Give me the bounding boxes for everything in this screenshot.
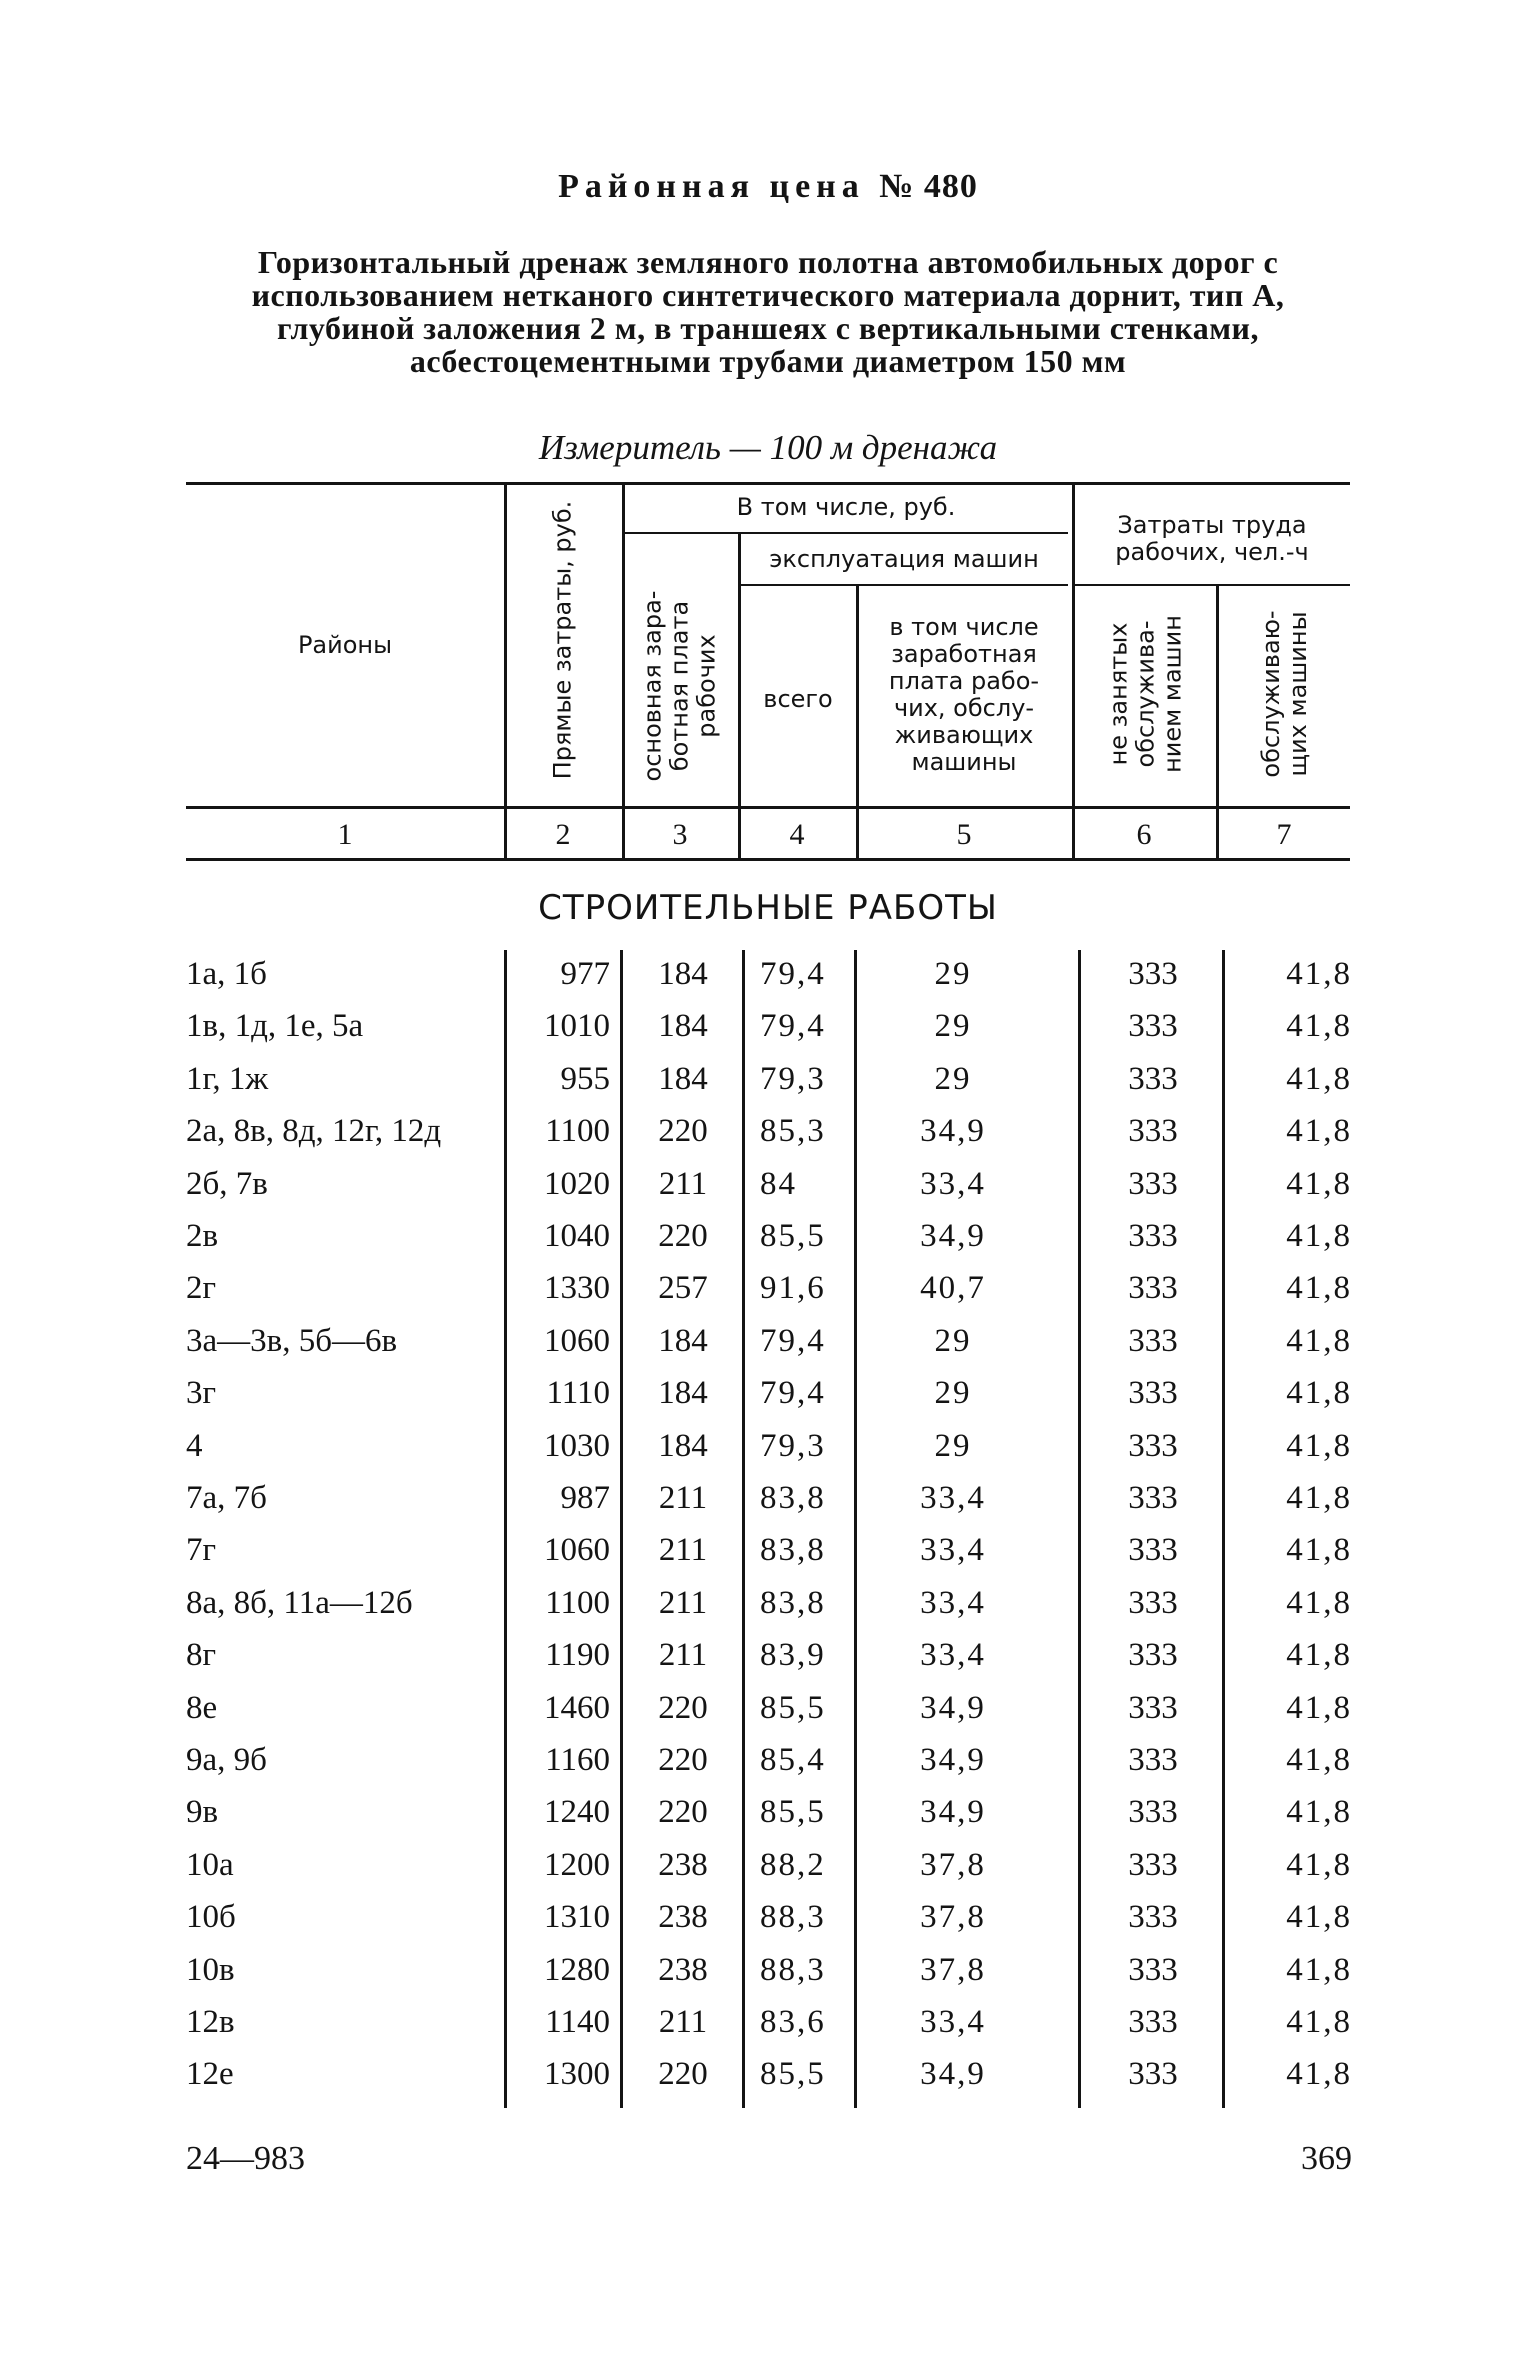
cell-labor-machine: 41,8: [1286, 1060, 1352, 1097]
cell-base-wage: 184: [658, 1008, 708, 1045]
cell-direct-costs: 1310: [544, 1899, 610, 1936]
cell-direct-costs: 1240: [544, 1794, 610, 1831]
table-row: [0, 1262, 1536, 1314]
header-rule-machine: [738, 584, 1068, 586]
cell-labor-not-machine: 333: [1128, 1218, 1178, 1254]
cell-labor-machine: 41,8: [1286, 1584, 1352, 1621]
cell-machine-wage: 29: [934, 1427, 972, 1464]
cell-base-wage: 238: [658, 1846, 708, 1883]
header-bottom-rule: [186, 806, 1350, 809]
cell-base-wage: 238: [658, 1951, 708, 1988]
cell-base-wage: 220: [658, 1794, 708, 1831]
column-number-7: 7: [1276, 818, 1292, 851]
cell-direct-costs: 955: [560, 1060, 610, 1097]
column-number-3: 3: [672, 818, 688, 851]
cell-labor-not-machine: 333: [1128, 1689, 1178, 1726]
cell-machine-wage: 34,9: [920, 1794, 986, 1831]
header-divider-2: [622, 484, 625, 858]
cell-labor-not-machine: 333: [1128, 1532, 1178, 1569]
cell-direct-costs: 1040: [544, 1218, 610, 1254]
cell-base-wage: 184: [658, 1375, 708, 1412]
cell-labor-machine: 41,8: [1286, 1899, 1352, 1936]
cell-region: 9а, 9б: [186, 1742, 267, 1778]
cell-machine-total: 83,8: [760, 1532, 826, 1569]
cell-machine-wage: 33,4: [920, 1480, 986, 1516]
header-rule-labor: [1072, 584, 1350, 586]
column-number-1: 1: [337, 818, 353, 851]
cell-machine-wage: 29: [934, 956, 972, 992]
cell-direct-costs: 1300: [544, 2056, 610, 2093]
cell-labor-not-machine: 333: [1128, 1742, 1178, 1778]
cell-region: 10в: [186, 1951, 235, 1988]
cell-region: 3а—3в, 5б—6в: [186, 1322, 398, 1359]
cell-labor-not-machine: 333: [1128, 1794, 1178, 1831]
header-machine: обслуживаю- щих машины: [1257, 610, 1312, 778]
cell-labor-not-machine: 333: [1128, 1480, 1178, 1516]
cell-labor-not-machine: 333: [1128, 1899, 1178, 1936]
cell-machine-wage: 33,4: [920, 1165, 986, 1202]
cell-direct-costs: 977: [560, 956, 610, 992]
cell-labor-machine: 41,8: [1286, 1322, 1352, 1359]
cell-machine-total: 88,3: [760, 1951, 826, 1988]
section-title: СТРОИТЕЛЬНЫЕ РАБОТЫ: [538, 888, 998, 928]
cell-region: 2б, 7в: [186, 1165, 268, 1202]
cell-labor-machine: 41,8: [1286, 1270, 1352, 1307]
cell-base-wage: 211: [658, 1532, 708, 1569]
header-not-machine: не занятых обслужива- нием машин: [1104, 615, 1187, 773]
cell-machine-wage: 34,9: [920, 1113, 986, 1150]
cell-region: 1а, 1б: [186, 956, 267, 992]
cell-labor-not-machine: 333: [1128, 1008, 1178, 1045]
cell-base-wage: 211: [658, 1480, 708, 1516]
cell-base-wage: 184: [658, 1322, 708, 1359]
cell-labor-not-machine: 333: [1128, 1375, 1178, 1412]
cell-region: 2в: [186, 1218, 219, 1254]
title-number: № 480: [879, 168, 978, 205]
cell-direct-costs: 1140: [545, 2004, 610, 2040]
cell-machine-total: 85,3: [760, 1113, 826, 1150]
table-row: [0, 1682, 1536, 1734]
cell-machine-wage: 29: [934, 1060, 972, 1097]
table-row: [0, 1367, 1536, 1419]
cell-base-wage: 238: [658, 1899, 708, 1936]
table-row: [0, 1210, 1536, 1262]
cell-labor-machine: 41,8: [1286, 1165, 1352, 1202]
cell-machine-wage: 37,8: [920, 1951, 986, 1988]
cell-machine-total: 85,5: [760, 2056, 826, 2093]
cell-machine-total: 83,6: [760, 2004, 826, 2040]
cell-region: 10б: [186, 1899, 236, 1936]
cell-direct-costs: 1060: [544, 1532, 610, 1569]
cell-machine-total: 83,8: [760, 1584, 826, 1621]
cell-machine-total: 79,4: [760, 1322, 826, 1359]
cell-machine-total: 83,9: [760, 1637, 826, 1674]
cell-machine-total: 79,4: [760, 956, 826, 992]
cell-labor-not-machine: 333: [1128, 2056, 1178, 2093]
table-row: [0, 1315, 1536, 1367]
cell-machine-total: 79,4: [760, 1008, 826, 1045]
cell-labor-machine: 41,8: [1286, 1637, 1352, 1674]
title-prefix: Районная цена: [558, 168, 865, 205]
header-incl-wage: в том числе заработная плата рабо- чих, обслу- живающих машины: [888, 613, 1040, 776]
header-machine-operation: эксплуатация машин: [769, 545, 1039, 573]
cell-labor-machine: 41,8: [1286, 2004, 1352, 2040]
cell-direct-costs: 1460: [544, 1689, 610, 1726]
cell-direct-costs: 987: [560, 1480, 610, 1516]
cell-labor-machine: 41,8: [1286, 1951, 1352, 1988]
colnum-bottom-rule: [186, 858, 1350, 861]
cell-machine-wage: 29: [934, 1375, 972, 1412]
table-top-rule: [186, 482, 1350, 485]
cell-base-wage: 184: [658, 956, 708, 992]
header-rule-including: [624, 532, 1068, 534]
cell-labor-not-machine: 333: [1128, 2004, 1178, 2040]
cell-direct-costs: 1190: [545, 1637, 610, 1674]
header-divider-1: [504, 484, 507, 858]
table-row: [0, 1891, 1536, 1943]
table-row: [0, 1472, 1536, 1524]
cell-direct-costs: 1030: [544, 1427, 610, 1464]
page-number: 369: [1301, 2140, 1352, 2177]
cell-machine-wage: 37,8: [920, 1899, 986, 1936]
cell-base-wage: 220: [658, 1742, 708, 1778]
cell-machine-wage: 34,9: [920, 1218, 986, 1254]
header-total: всего: [763, 685, 833, 713]
column-number-2: 2: [555, 818, 571, 851]
cell-labor-not-machine: 333: [1128, 1165, 1178, 1202]
cell-machine-total: 85,5: [760, 1218, 826, 1254]
cell-machine-total: 88,2: [760, 1846, 826, 1883]
cell-base-wage: 257: [658, 1270, 708, 1307]
cell-machine-total: 91,6: [760, 1270, 826, 1307]
column-number-4: 4: [789, 818, 805, 851]
cell-direct-costs: 1330: [544, 1270, 610, 1307]
cell-direct-costs: 1100: [545, 1113, 610, 1150]
cell-labor-machine: 41,8: [1286, 1113, 1352, 1150]
cell-labor-not-machine: 333: [1128, 956, 1178, 992]
cell-base-wage: 220: [658, 1689, 708, 1726]
cell-labor-machine: 41,8: [1286, 1427, 1352, 1464]
cell-machine-wage: 37,8: [920, 1846, 986, 1883]
table-row: [0, 1944, 1536, 1996]
cell-machine-total: 84: [760, 1165, 797, 1202]
cell-machine-total: 85,5: [760, 1794, 826, 1831]
cell-labor-machine: 41,8: [1286, 1375, 1352, 1412]
cell-region: 1г, 1ж: [186, 1060, 269, 1097]
cell-machine-wage: 34,9: [920, 2056, 986, 2093]
cell-machine-wage: 29: [934, 1322, 972, 1359]
cell-direct-costs: 1200: [544, 1846, 610, 1883]
cell-machine-total: 88,3: [760, 1899, 826, 1936]
cell-labor-machine: 41,8: [1286, 1689, 1352, 1726]
cell-machine-wage: 33,4: [920, 2004, 986, 2040]
cell-labor-not-machine: 333: [1128, 1270, 1178, 1307]
cell-region: 8а, 8б, 11а—12б: [186, 1584, 413, 1621]
cell-labor-not-machine: 333: [1128, 1322, 1178, 1359]
cell-labor-machine: 41,8: [1286, 1480, 1352, 1516]
cell-machine-total: 83,8: [760, 1480, 826, 1516]
table-row: [0, 1734, 1536, 1786]
table-row: [0, 1000, 1536, 1052]
cell-direct-costs: 1100: [545, 1584, 610, 1621]
cell-machine-wage: 33,4: [920, 1532, 986, 1569]
cell-machine-wage: 29: [934, 1008, 972, 1045]
cell-region: 2г: [186, 1270, 217, 1307]
cell-region: 2а, 8в, 8д, 12г, 12д: [186, 1113, 442, 1150]
cell-region: 4: [186, 1427, 203, 1464]
cell-direct-costs: 1160: [545, 1742, 610, 1778]
table-row: [0, 1053, 1536, 1105]
table-row: [0, 1577, 1536, 1629]
cell-machine-wage: 34,9: [920, 1689, 986, 1726]
cell-labor-machine: 41,8: [1286, 1218, 1352, 1254]
cell-base-wage: 220: [658, 1218, 708, 1254]
cell-machine-wage: 40,7: [920, 1270, 986, 1307]
cell-labor-not-machine: 333: [1128, 1427, 1178, 1464]
cell-direct-costs: 1110: [546, 1375, 610, 1412]
cell-base-wage: 220: [658, 1113, 708, 1150]
cell-base-wage: 220: [658, 2056, 708, 2093]
cell-labor-machine: 41,8: [1286, 1846, 1352, 1883]
header-base-wage: основная зара- ботная плата рабочих: [638, 590, 721, 782]
cell-region: 3г: [186, 1375, 217, 1412]
table-row: [0, 948, 1536, 1000]
table-row: [0, 2048, 1536, 2100]
cell-labor-not-machine: 333: [1128, 1113, 1178, 1150]
footer-code: 24—983: [186, 2140, 305, 2177]
cell-labor-not-machine: 333: [1128, 1060, 1178, 1097]
column-number-6: 6: [1136, 818, 1152, 851]
header-labor: Затраты труда рабочих, чел.-ч: [1115, 511, 1309, 566]
cell-region: 9в: [186, 1794, 219, 1831]
header-regions: Районы: [297, 631, 393, 659]
cell-region: 12е: [186, 2056, 234, 2093]
cell-labor-machine: 41,8: [1286, 1008, 1352, 1045]
page-title: [0, 168, 1536, 206]
column-number-5: 5: [956, 818, 972, 851]
table-row: [0, 1524, 1536, 1576]
cell-base-wage: 211: [658, 1584, 708, 1621]
cell-machine-wage: 34,9: [920, 1742, 986, 1778]
table-row: [0, 1629, 1536, 1681]
cell-machine-wage: 33,4: [920, 1584, 986, 1621]
document-subtitle: Горизонтальный дренаж земляного полотна автомобильных дорог с использованием нетканого синтетического материала дорнит, тип А, глубиной заложения 2 м, в траншеях с вертикальными стенками, асбестоцементными трубами диаметром 150 мм: [251, 244, 1285, 379]
cell-labor-not-machine: 333: [1128, 1584, 1178, 1621]
cell-base-wage: 211: [658, 1165, 708, 1202]
unit-of-measure: Измеритель — 100 м дренажа: [538, 428, 998, 467]
cell-direct-costs: 1280: [544, 1951, 610, 1988]
cell-base-wage: 211: [658, 2004, 708, 2040]
cell-region: 1в, 1д, 1е, 5а: [186, 1008, 364, 1045]
cell-labor-machine: 41,8: [1286, 1794, 1352, 1831]
cell-labor-not-machine: 333: [1128, 1846, 1178, 1883]
table-row: [0, 1786, 1536, 1838]
table-row: [0, 1105, 1536, 1157]
cell-labor-not-machine: 333: [1128, 1637, 1178, 1674]
cell-region: 8е: [186, 1689, 218, 1726]
cell-machine-total: 79,3: [760, 1427, 826, 1464]
cell-labor-machine: 41,8: [1286, 1742, 1352, 1778]
table-row: [0, 1996, 1536, 2048]
cell-labor-not-machine: 333: [1128, 1951, 1178, 1988]
cell-base-wage: 211: [658, 1637, 708, 1674]
cell-labor-machine: 41,8: [1286, 1532, 1352, 1569]
cell-region: 10а: [186, 1846, 234, 1883]
cell-direct-costs: 1020: [544, 1165, 610, 1202]
table-row: [0, 1839, 1536, 1891]
cell-region: 12в: [186, 2004, 235, 2040]
cell-base-wage: 184: [658, 1427, 708, 1464]
table-row: [0, 1420, 1536, 1472]
header-including: В том числе, руб.: [736, 493, 956, 521]
cell-labor-machine: 41,8: [1286, 956, 1352, 992]
cell-region: 8г: [186, 1637, 217, 1674]
cell-machine-total: 85,4: [760, 1742, 826, 1778]
cell-region: 7а, 7б: [186, 1480, 267, 1516]
cell-machine-wage: 33,4: [920, 1637, 986, 1674]
cell-machine-total: 79,4: [760, 1375, 826, 1412]
table-row: [0, 1158, 1536, 1210]
cell-direct-costs: 1010: [544, 1008, 610, 1045]
cell-direct-costs: 1060: [544, 1322, 610, 1359]
cell-machine-total: 85,5: [760, 1689, 826, 1726]
header-divider-6: [1216, 586, 1219, 858]
cell-base-wage: 184: [658, 1060, 708, 1097]
cell-machine-total: 79,3: [760, 1060, 826, 1097]
cell-region: 7г: [186, 1532, 217, 1569]
header-direct-costs: Прямые затраты, руб.: [548, 500, 577, 780]
cell-labor-machine: 41,8: [1286, 2056, 1352, 2093]
